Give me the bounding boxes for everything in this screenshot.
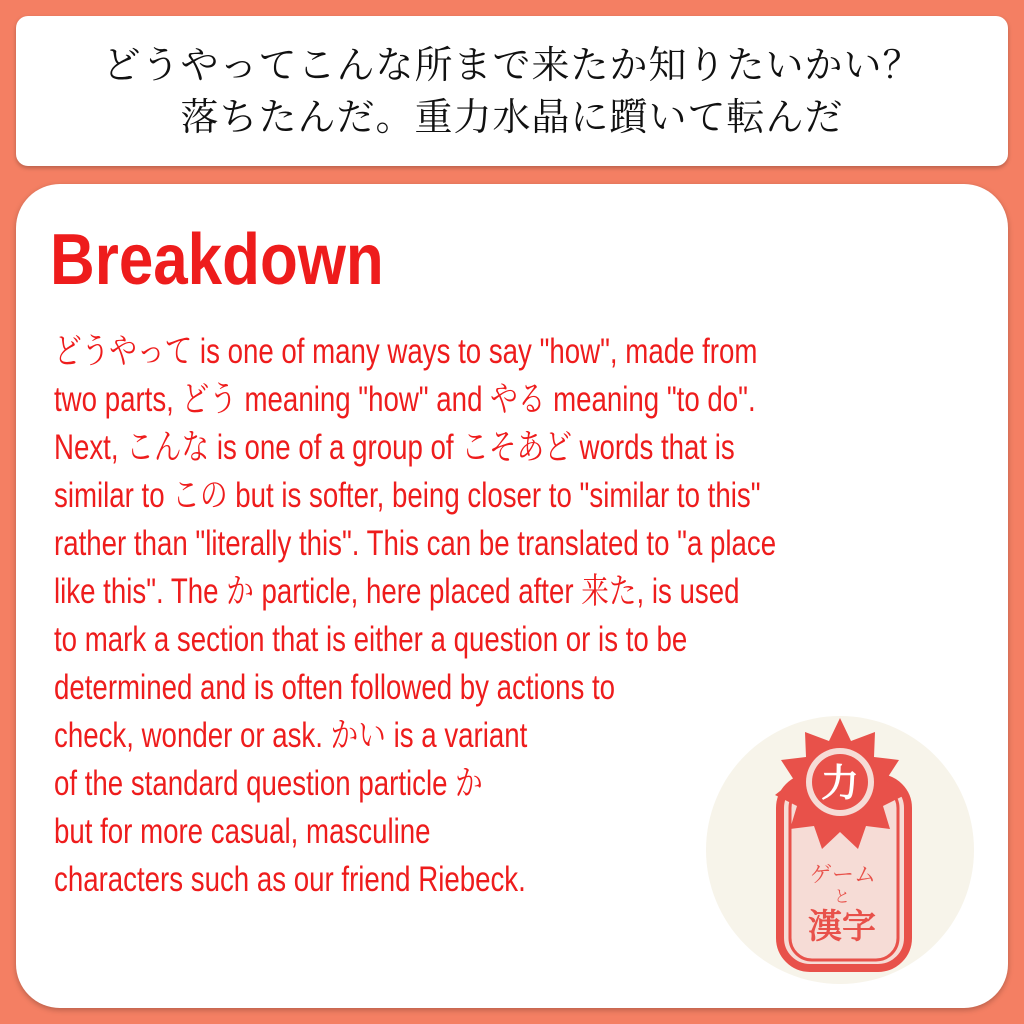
- quote-card: [16, 16, 1008, 166]
- logo-top-char: 力: [820, 761, 860, 805]
- quote-line-2: 落ちたんだ。重力水晶に躓いて転んだ: [180, 95, 844, 139]
- breakdown-line: rather than "literally this". This can be translated to "a place: [54, 524, 777, 563]
- breakdown-line: どうやって is one of many ways to say "how", made from: [54, 332, 758, 371]
- breakdown-line: like this". The か particle, here placed after 来た, is used: [54, 572, 740, 611]
- breakdown-title: Breakdown: [50, 220, 384, 300]
- stamp-logo-icon: [706, 716, 974, 984]
- stamp-logo-graphic: [706, 716, 974, 984]
- breakdown-line: two parts, どう meaning "how" and やる meaning "to do".: [54, 380, 756, 419]
- breakdown-line: Next, こんな is one of a group of こそあど words that is: [54, 428, 735, 467]
- breakdown-line: determined and is often followed by actions to: [54, 668, 616, 707]
- breakdown-line: check, wonder or ask. かい is a variant: [54, 716, 528, 755]
- breakdown-line: similar to この but is softer, being closer to "similar to this": [54, 476, 761, 515]
- breakdown-line: to mark a section that is either a question or is to be: [54, 620, 688, 659]
- breakdown-line: of the standard question particle か: [54, 764, 483, 803]
- breakdown-card: [16, 184, 1008, 1008]
- quote-line-1: どうやってこんな所まで来たか知りたいかい？: [102, 43, 922, 87]
- logo-bottom-text: 漢字: [808, 907, 876, 947]
- logo-middle-text: ゲーム: [809, 863, 877, 888]
- breakdown-line: but for more casual, masculine: [54, 812, 431, 851]
- logo-small-text: と: [833, 887, 851, 906]
- breakdown-line: characters such as our friend Riebeck.: [54, 860, 526, 899]
